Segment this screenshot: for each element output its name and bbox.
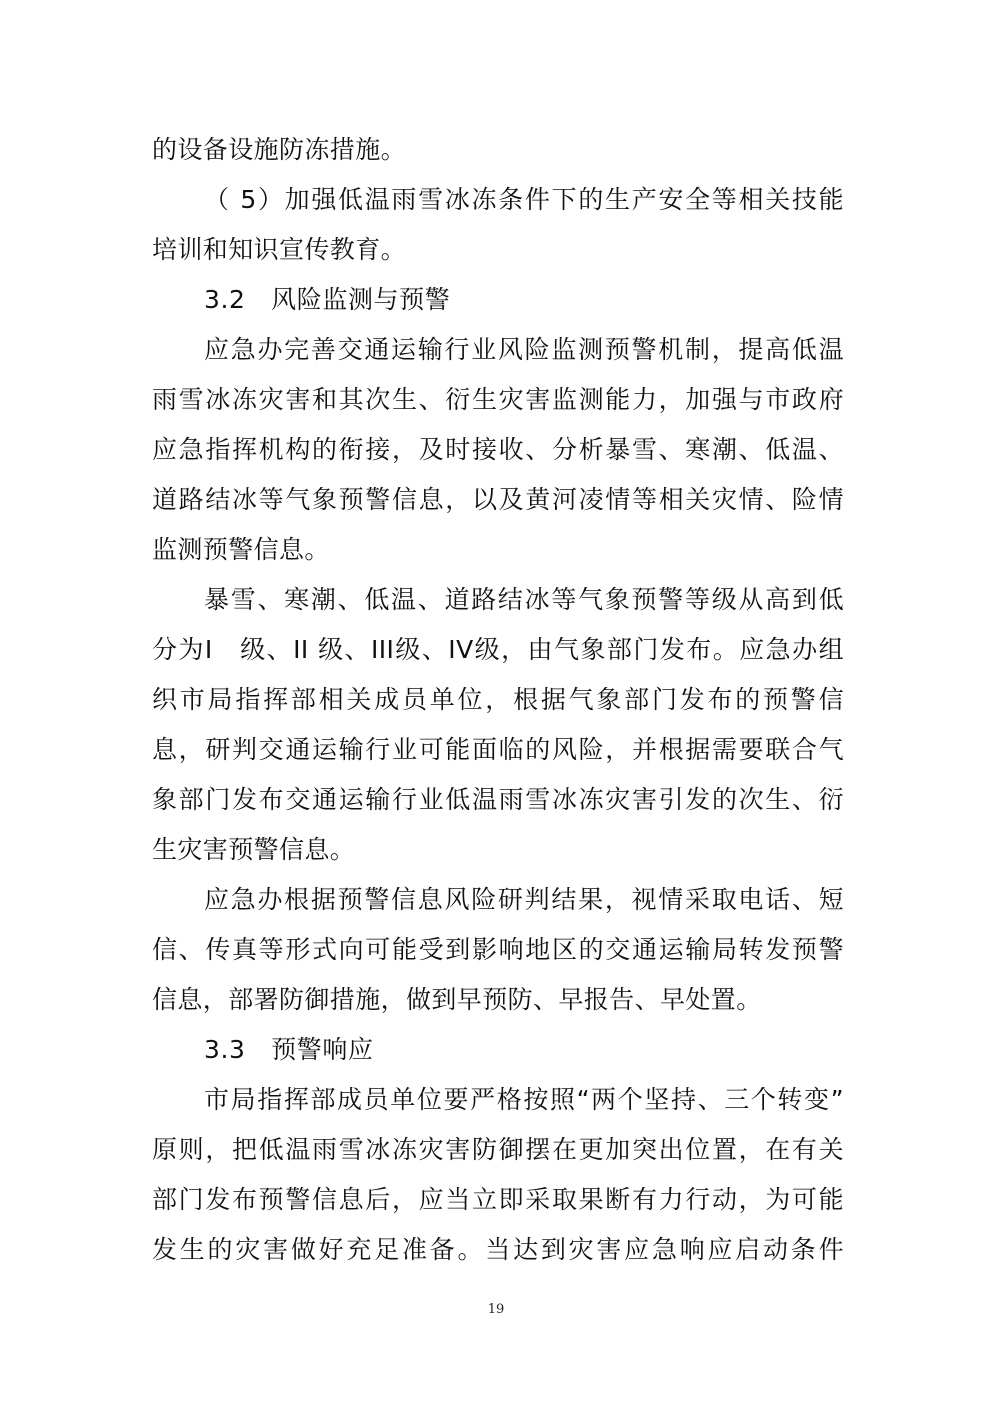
paragraph-line: 的设备设施防冻措施。 bbox=[152, 135, 407, 164]
paragraph-line: 应急办根据预警信息风险研判结果，视情采取电话、短 bbox=[204, 885, 844, 914]
section-heading: 3.3 预警响应 bbox=[204, 1035, 374, 1064]
paragraph-line: 原则，把低温雨雪冰冻灾害防御摆在更加突出位置，在有关 bbox=[152, 1135, 844, 1164]
paragraph-line: 生灾害预警信息。 bbox=[152, 835, 356, 864]
paragraph-line: 象部门发布交通运输行业低温雨雪冰冻灾害引发的次生、衍 bbox=[152, 785, 844, 814]
section-heading: 3.2 风险监测与预警 bbox=[204, 285, 451, 314]
paragraph-line: 应急办完善交通运输行业风险监测预警机制，提高低温 bbox=[204, 335, 844, 364]
paragraph-line: 雨雪冰冻灾害和其次生、衍生灾害监测能力，加强与市政府 bbox=[152, 385, 844, 414]
paragraph-line: 息，研判交通运输行业可能面临的风险，并根据需要联合气 bbox=[152, 735, 844, 764]
paragraph-line: 发生的灾害做好充足准备。当达到灾害应急响应启动条件 bbox=[152, 1235, 844, 1264]
paragraph-line: 监测预警信息。 bbox=[152, 535, 330, 564]
paragraph-line: 市局指挥部成员单位要严格按照“两个坚持、三个转变” bbox=[204, 1085, 844, 1114]
paragraph-line: （ 5）加强低温雨雪冰冻条件下的生产安全等相关技能 bbox=[204, 185, 844, 214]
paragraph-line: 培训和知识宣传教育。 bbox=[152, 235, 407, 264]
paragraph-line: 信息，部署防御措施，做到早预防、早报告、早处置。 bbox=[152, 985, 762, 1014]
paragraph-line: 暴雪、寒潮、低温、道路结冰等气象预警等级从高到低 bbox=[204, 585, 844, 614]
paragraph-line: 部门发布预警信息后，应当立即采取果断有力行动，为可能 bbox=[152, 1185, 844, 1214]
paragraph-line: 分为I 级、II 级、III级、IV级，由气象部门发布。应急办组 bbox=[152, 635, 844, 664]
page-number: 19 bbox=[487, 1302, 505, 1317]
paragraph-line: 应急指挥机构的衔接，及时接收、分析暴雪、寒潮、低温、 bbox=[152, 435, 844, 464]
paragraph-line: 道路结冰等气象预警信息，以及黄河凌情等相关灾情、险情 bbox=[152, 485, 844, 514]
paragraph-line: 信、传真等形式向可能受到影响地区的交通运输局转发预警 bbox=[152, 935, 844, 964]
paragraph-line: 织市局指挥部相关成员单位，根据气象部门发布的预警信 bbox=[152, 685, 844, 714]
